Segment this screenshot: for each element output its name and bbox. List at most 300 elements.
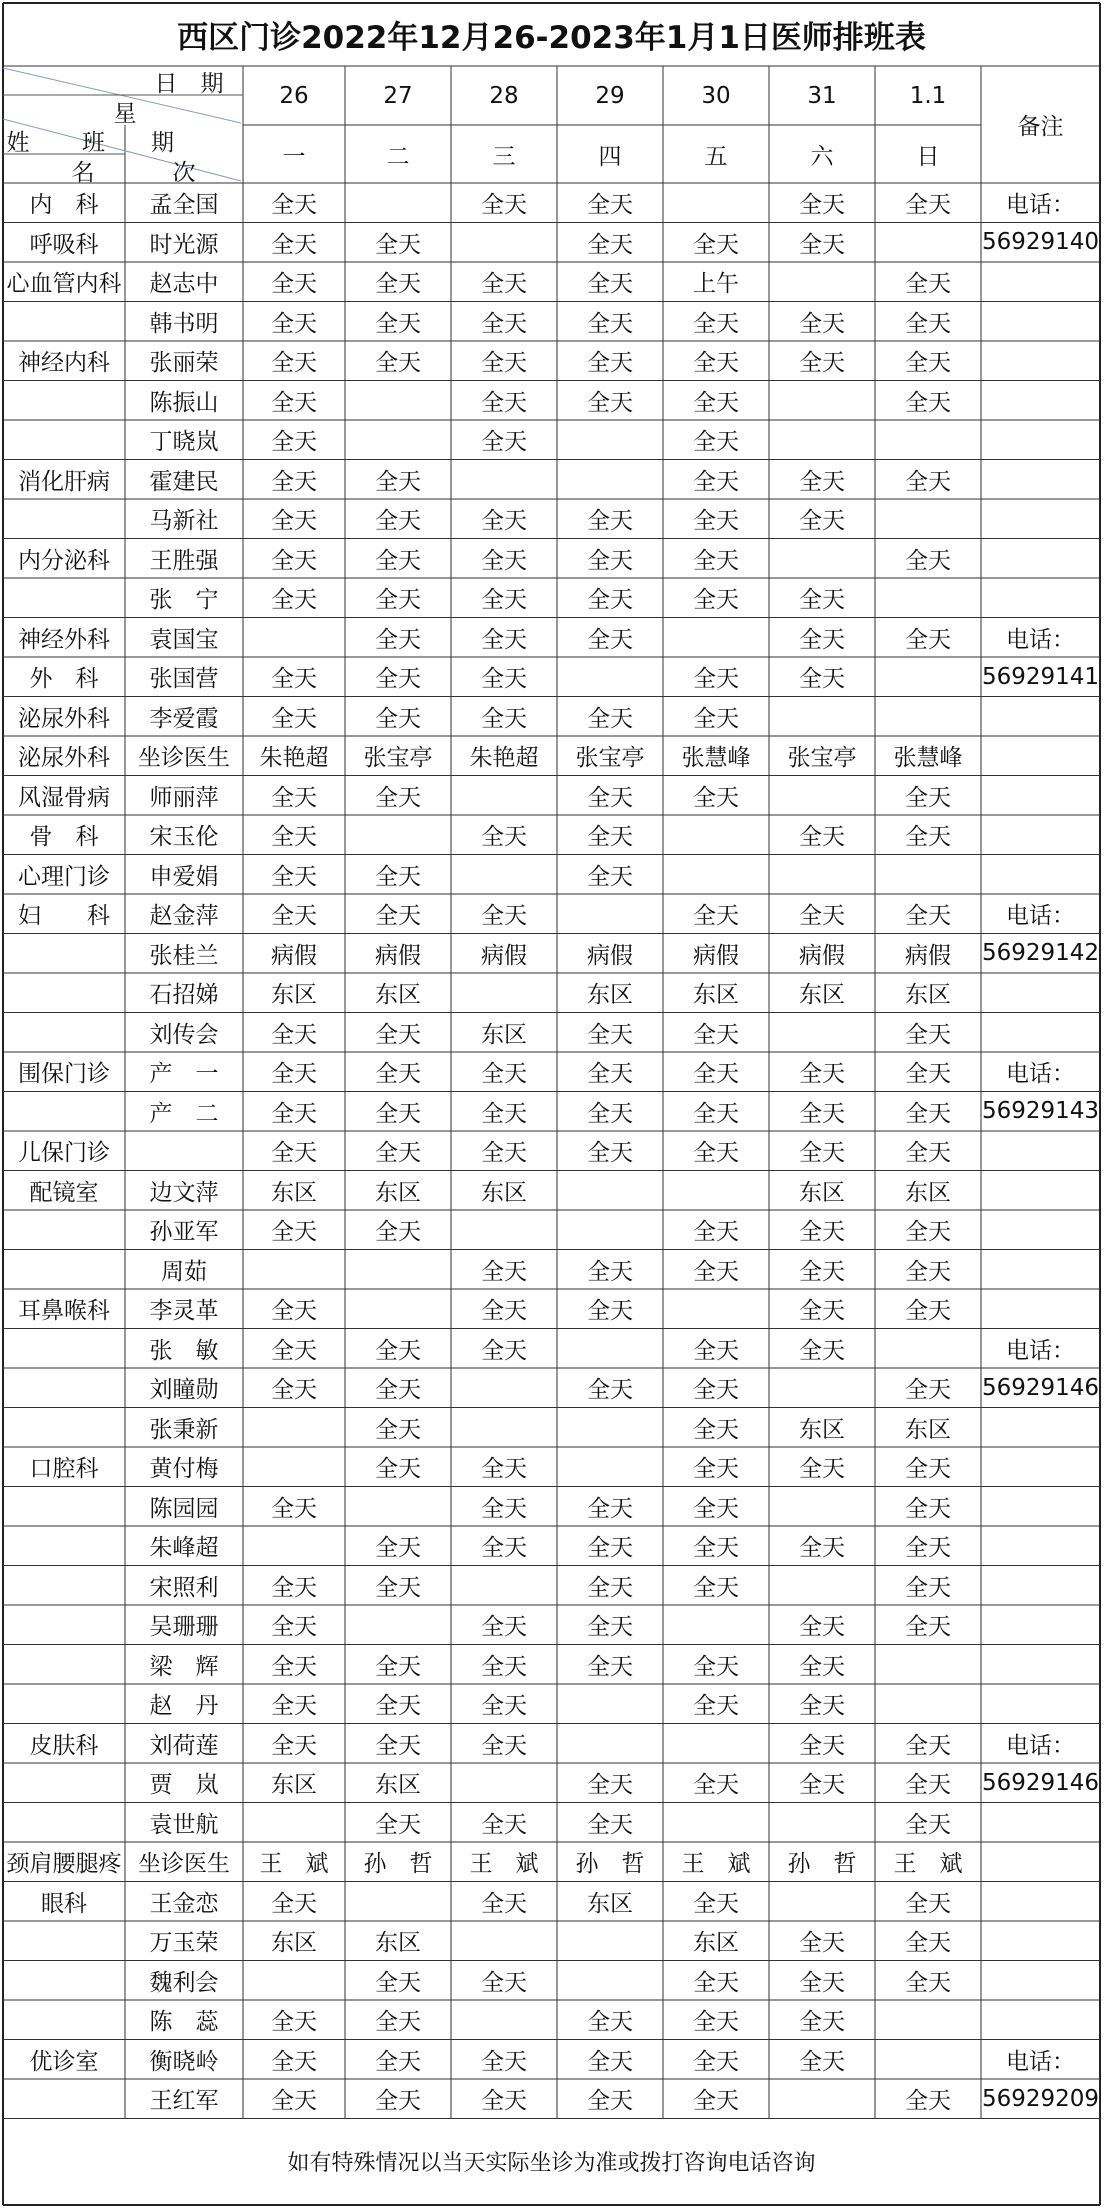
shift-cell xyxy=(557,1408,663,1448)
remark-cell xyxy=(981,262,1100,302)
shift-cell: 全天 xyxy=(271,1021,317,1048)
shift-cell: 全天 xyxy=(799,1930,845,1957)
shift-cell: 全天 xyxy=(481,903,527,930)
shift-cell: 全天 xyxy=(481,1456,527,1483)
shift-cell: 朱艳超 xyxy=(469,745,539,772)
shift-cell: 全天 xyxy=(693,784,739,811)
doctor-cell: 孟全国 xyxy=(149,192,219,219)
shift-cell xyxy=(451,776,557,816)
shift-cell: 全天 xyxy=(799,310,845,337)
shift-cell: 全天 xyxy=(587,1535,633,1562)
shift-cell: 全天 xyxy=(693,1416,739,1443)
doctor-cell: 申爱娟 xyxy=(149,863,219,890)
doctor-cell: 周茹 xyxy=(161,1258,207,1285)
shift-cell xyxy=(875,420,981,460)
department-cell xyxy=(3,578,125,618)
shift-cell xyxy=(875,1684,981,1724)
shift-cell: 全天 xyxy=(375,1653,421,1680)
remark-cell xyxy=(981,973,1100,1013)
shift-cell: 全天 xyxy=(481,508,527,535)
shift-cell: 全天 xyxy=(271,2048,317,2075)
shift-cell xyxy=(875,2000,981,2040)
shift-cell xyxy=(663,1605,769,1645)
remark-cell xyxy=(981,1842,1100,1882)
shift-cell: 全天 xyxy=(587,824,633,851)
shift-cell xyxy=(451,855,557,895)
shift-cell: 全天 xyxy=(905,2088,951,2115)
shift-cell: 张宝亭 xyxy=(575,745,645,772)
shift-cell: 东区 xyxy=(905,1416,951,1443)
shift-cell xyxy=(769,1368,875,1408)
shift-cell: 全天 xyxy=(375,1219,421,1246)
doctor-cell: 张丽荣 xyxy=(149,350,219,377)
shift-cell: 全天 xyxy=(905,1930,951,1957)
corner-label-shift-period: 班 期 xyxy=(82,129,174,155)
shift-cell: 全天 xyxy=(375,310,421,337)
shift-cell: 全天 xyxy=(375,1732,421,1759)
department-cell xyxy=(3,1092,125,1132)
remark-cell xyxy=(981,1921,1100,1961)
shift-cell: 全天 xyxy=(375,903,421,930)
shift-cell: 全天 xyxy=(481,1693,527,1720)
remark-cell xyxy=(981,578,1100,618)
doctor-cell: 陈园园 xyxy=(149,1495,219,1522)
shift-cell: 全天 xyxy=(693,547,739,574)
shift-cell: 全天 xyxy=(375,2009,421,2036)
shift-cell: 全天 xyxy=(481,310,527,337)
corner-label-name: 姓 xyxy=(6,129,30,155)
shift-cell: 全天 xyxy=(271,1653,317,1680)
shift-cell: 全天 xyxy=(271,1100,317,1127)
shift-cell: 全天 xyxy=(587,705,633,732)
shift-cell: 张宝亭 xyxy=(363,745,433,772)
shift-cell xyxy=(451,1763,557,1803)
doctor-cell: 师丽萍 xyxy=(149,784,219,811)
shift-cell xyxy=(451,2000,557,2040)
department-cell: 优诊室 xyxy=(29,2048,99,2075)
shift-cell: 全天 xyxy=(693,1574,739,1601)
shift-cell: 全天 xyxy=(799,587,845,614)
remark-cell xyxy=(981,1013,1100,1053)
weekday-header: 六 xyxy=(810,143,834,170)
shift-cell: 全天 xyxy=(693,389,739,416)
shift-cell: 全天 xyxy=(587,310,633,337)
shift-cell: 全天 xyxy=(799,824,845,851)
shift-cell: 全天 xyxy=(271,1890,317,1917)
shift-cell: 全天 xyxy=(693,587,739,614)
shift-cell: 东区 xyxy=(271,1179,317,1206)
remark-cell xyxy=(981,1210,1100,1250)
shift-cell: 全天 xyxy=(375,1377,421,1404)
shift-cell: 全天 xyxy=(799,626,845,653)
doctor-cell: 张桂兰 xyxy=(149,942,219,969)
shift-cell: 全天 xyxy=(271,271,317,298)
shift-cell: 全天 xyxy=(693,310,739,337)
date-header: 29 xyxy=(595,82,625,109)
doctor-cell: 产 二 xyxy=(149,1100,219,1127)
remark-cell xyxy=(981,776,1100,816)
shift-cell: 全天 xyxy=(905,389,951,416)
shift-cell: 全天 xyxy=(271,587,317,614)
remark-cell xyxy=(981,1526,1100,1566)
department-cell xyxy=(3,1013,125,1053)
shift-cell: 全天 xyxy=(587,863,633,890)
doctor-cell: 边文萍 xyxy=(149,1179,219,1206)
shift-cell: 全天 xyxy=(375,350,421,377)
remark-cell xyxy=(981,302,1100,342)
department-cell: 呼吸科 xyxy=(29,231,99,258)
shift-cell: 全天 xyxy=(693,1061,739,1088)
remark-cell xyxy=(981,1250,1100,1290)
shift-cell: 全天 xyxy=(587,1811,633,1838)
shift-cell xyxy=(663,1724,769,1764)
shift-cell xyxy=(875,697,981,737)
shift-cell xyxy=(557,1921,663,1961)
shift-cell: 病假 xyxy=(799,942,845,969)
department-cell xyxy=(3,381,125,421)
department-cell xyxy=(3,1487,125,1527)
shift-cell: 全天 xyxy=(375,2088,421,2115)
remark-cell xyxy=(981,1131,1100,1171)
shift-cell: 全天 xyxy=(271,1693,317,1720)
shift-cell: 全天 xyxy=(905,310,951,337)
shift-cell: 全天 xyxy=(587,1377,633,1404)
remark-cell xyxy=(981,420,1100,460)
shift-cell: 王 斌 xyxy=(893,1851,963,1878)
shift-cell xyxy=(875,1645,981,1685)
shift-cell: 全天 xyxy=(905,192,951,219)
shift-cell: 全天 xyxy=(905,1535,951,1562)
doctor-cell: 万玉荣 xyxy=(149,1930,219,1957)
shift-cell: 全天 xyxy=(375,1100,421,1127)
shift-cell: 全天 xyxy=(587,1772,633,1799)
department-cell xyxy=(3,1803,125,1843)
shift-cell: 全天 xyxy=(905,1456,951,1483)
shift-cell xyxy=(769,539,875,579)
shift-cell: 病假 xyxy=(271,942,317,969)
department-cell xyxy=(3,1210,125,1250)
doctor-cell: 石招娣 xyxy=(149,982,219,1009)
shift-cell: 全天 xyxy=(799,1298,845,1325)
shift-cell: 全天 xyxy=(481,1100,527,1127)
department-cell xyxy=(3,973,125,1013)
remark-cell: 电话： xyxy=(1006,1061,1075,1088)
shift-cell xyxy=(769,381,875,421)
shift-cell xyxy=(557,1961,663,2001)
shift-cell: 全天 xyxy=(905,824,951,851)
shift-cell: 全天 xyxy=(271,1337,317,1364)
shift-cell: 全天 xyxy=(587,547,633,574)
department-cell xyxy=(3,1684,125,1724)
shift-cell: 全天 xyxy=(481,1258,527,1285)
doctor-cell: 王金恋 xyxy=(149,1890,219,1917)
remark-cell xyxy=(981,1289,1100,1329)
shift-cell: 东区 xyxy=(271,1772,317,1799)
shift-cell: 全天 xyxy=(905,1061,951,1088)
shift-cell: 全天 xyxy=(799,1653,845,1680)
shift-cell: 全天 xyxy=(693,1100,739,1127)
doctor-cell: 宋玉伦 xyxy=(149,824,219,851)
shift-cell: 全天 xyxy=(587,1298,633,1325)
shift-cell: 朱艳超 xyxy=(259,745,329,772)
corner-label-name2: 名 xyxy=(71,159,95,185)
shift-cell: 全天 xyxy=(587,587,633,614)
shift-cell: 全天 xyxy=(481,271,527,298)
remark-cell xyxy=(981,1605,1100,1645)
shift-cell xyxy=(345,1605,451,1645)
shift-cell: 全天 xyxy=(905,468,951,495)
shift-cell: 上午 xyxy=(693,271,739,298)
shift-cell: 全天 xyxy=(799,508,845,535)
shift-cell: 全天 xyxy=(799,1061,845,1088)
shift-cell: 全天 xyxy=(271,705,317,732)
remark-cell xyxy=(981,1487,1100,1527)
shift-cell: 全天 xyxy=(271,1495,317,1522)
shift-cell: 全天 xyxy=(905,1969,951,1996)
department-cell xyxy=(3,1566,125,1606)
doctor-cell xyxy=(125,1131,243,1171)
doctor-cell: 孙亚军 xyxy=(149,1219,219,1246)
shift-cell: 全天 xyxy=(799,1772,845,1799)
shift-cell: 全天 xyxy=(375,587,421,614)
shift-cell: 全天 xyxy=(587,350,633,377)
shift-cell: 东区 xyxy=(375,982,421,1009)
shift-cell: 全天 xyxy=(693,1140,739,1167)
shift-cell xyxy=(451,973,557,1013)
doctor-cell: 张 宁 xyxy=(149,587,219,614)
shift-cell: 全天 xyxy=(587,1140,633,1167)
shift-cell: 全天 xyxy=(271,1732,317,1759)
shift-cell: 全天 xyxy=(481,666,527,693)
shift-cell: 全天 xyxy=(271,824,317,851)
shift-cell: 全天 xyxy=(375,231,421,258)
shift-cell: 张慧峰 xyxy=(893,745,963,772)
shift-cell: 全天 xyxy=(799,2009,845,2036)
department-cell: 围保门诊 xyxy=(18,1061,110,1088)
shift-cell: 全天 xyxy=(905,903,951,930)
shift-cell: 全天 xyxy=(271,2088,317,2115)
shift-cell xyxy=(345,815,451,855)
doctor-cell: 吴珊珊 xyxy=(149,1614,219,1641)
shift-cell: 全天 xyxy=(693,1021,739,1048)
shift-cell: 全天 xyxy=(799,1456,845,1483)
shift-cell: 全天 xyxy=(375,547,421,574)
shift-cell: 全天 xyxy=(481,1732,527,1759)
shift-cell xyxy=(345,1289,451,1329)
shift-cell: 全天 xyxy=(799,1140,845,1167)
shift-cell: 东区 xyxy=(799,1179,845,1206)
doctor-cell: 李爱霞 xyxy=(149,705,219,732)
weekday-header: 三 xyxy=(492,143,516,170)
shift-cell xyxy=(769,262,875,302)
doctor-cell: 时光源 xyxy=(149,231,219,258)
shift-cell: 东区 xyxy=(481,1021,527,1048)
remark-cell xyxy=(981,2000,1100,2040)
page-title: 西区门诊2022年12月26-2023年1月1日医师排班表 xyxy=(177,20,926,56)
department-cell: 风湿骨病 xyxy=(18,784,110,811)
department-cell: 外 科 xyxy=(29,666,99,693)
shift-cell xyxy=(769,1803,875,1843)
remark-cell xyxy=(981,381,1100,421)
shift-cell: 孙 哲 xyxy=(787,1851,857,1878)
shift-cell: 孙 哲 xyxy=(575,1851,645,1878)
shift-cell xyxy=(663,183,769,223)
shift-cell: 全天 xyxy=(271,1298,317,1325)
shift-cell xyxy=(875,1329,981,1369)
shift-cell: 全天 xyxy=(693,231,739,258)
shift-cell xyxy=(557,1329,663,1369)
remark-cell: 56929141 xyxy=(981,663,1100,690)
department-cell: 神经外科 xyxy=(18,626,110,653)
shift-cell: 全天 xyxy=(587,389,633,416)
shift-cell: 东区 xyxy=(693,1930,739,1957)
shift-cell: 全天 xyxy=(481,389,527,416)
shift-cell: 全天 xyxy=(481,1298,527,1325)
shift-cell: 全天 xyxy=(271,666,317,693)
department-cell: 儿保门诊 xyxy=(18,1140,110,1167)
shift-cell: 东区 xyxy=(799,982,845,1009)
department-cell: 妇 科 xyxy=(18,903,110,930)
shift-cell: 全天 xyxy=(799,2048,845,2075)
department-cell xyxy=(3,1605,125,1645)
department-cell xyxy=(3,1250,125,1290)
shift-cell xyxy=(451,223,557,263)
shift-cell: 全天 xyxy=(375,468,421,495)
doctor-cell: 刘传会 xyxy=(149,1021,219,1048)
remark-cell xyxy=(981,1645,1100,1685)
shift-cell: 全天 xyxy=(905,350,951,377)
department-cell xyxy=(3,420,125,460)
shift-cell: 全天 xyxy=(375,666,421,693)
shift-cell: 全天 xyxy=(905,1377,951,1404)
shift-cell xyxy=(345,1882,451,1922)
shift-cell: 全天 xyxy=(481,587,527,614)
department-cell: 消化肝病 xyxy=(18,468,110,495)
shift-cell xyxy=(875,223,981,263)
doctor-cell: 王胜强 xyxy=(149,547,219,574)
doctor-cell: 赵金萍 xyxy=(149,903,219,930)
shift-cell: 全天 xyxy=(271,468,317,495)
shift-cell: 全天 xyxy=(587,626,633,653)
shift-cell: 全天 xyxy=(693,1337,739,1364)
remark-cell xyxy=(981,1961,1100,2001)
shift-cell xyxy=(875,657,981,697)
shift-cell: 全天 xyxy=(905,1258,951,1285)
shift-cell: 全天 xyxy=(693,468,739,495)
remark-cell xyxy=(981,1684,1100,1724)
shift-cell: 全天 xyxy=(693,1653,739,1680)
shift-cell: 全天 xyxy=(481,1811,527,1838)
shift-cell: 全天 xyxy=(271,547,317,574)
shift-cell: 全天 xyxy=(481,626,527,653)
shift-cell: 全天 xyxy=(375,2048,421,2075)
department-cell xyxy=(3,2000,125,2040)
remark-cell xyxy=(981,697,1100,737)
shift-cell xyxy=(243,1526,345,1566)
shift-cell: 全天 xyxy=(905,1219,951,1246)
department-cell: 心血管内科 xyxy=(6,271,122,298)
shift-cell: 全天 xyxy=(587,1061,633,1088)
shift-cell xyxy=(451,1368,557,1408)
shift-cell xyxy=(769,2079,875,2119)
shift-cell: 全天 xyxy=(481,2088,527,2115)
shift-cell xyxy=(557,420,663,460)
shift-cell: 全天 xyxy=(799,1693,845,1720)
doctor-cell: 张 敏 xyxy=(149,1337,219,1364)
shift-cell xyxy=(557,1724,663,1764)
shift-cell: 全天 xyxy=(799,1337,845,1364)
weekday-header: 五 xyxy=(704,143,728,170)
shift-cell: 东区 xyxy=(271,982,317,1009)
weekday-header: 二 xyxy=(386,143,410,170)
shift-cell: 全天 xyxy=(693,508,739,535)
remark-cell xyxy=(981,855,1100,895)
shift-cell: 全天 xyxy=(481,705,527,732)
shift-cell xyxy=(557,894,663,934)
department-cell: 口腔科 xyxy=(29,1456,99,1483)
shift-cell: 全天 xyxy=(693,1693,739,1720)
shift-cell xyxy=(243,1961,345,2001)
remark-cell: 电话： xyxy=(1006,2048,1075,2075)
shift-cell xyxy=(663,855,769,895)
shift-cell: 全天 xyxy=(693,2088,739,2115)
shift-cell xyxy=(243,618,345,658)
shift-cell: 全天 xyxy=(587,271,633,298)
doctor-cell: 王红军 xyxy=(149,2088,219,2115)
doctor-cell: 赵志中 xyxy=(149,271,219,298)
shift-cell: 全天 xyxy=(693,2048,739,2075)
shift-cell: 全天 xyxy=(799,1614,845,1641)
shift-cell: 东区 xyxy=(587,1890,633,1917)
shift-cell: 全天 xyxy=(905,1614,951,1641)
shift-cell xyxy=(345,183,451,223)
shift-cell: 全天 xyxy=(693,903,739,930)
remark-cell xyxy=(981,460,1100,500)
shift-cell: 全天 xyxy=(375,863,421,890)
shift-cell xyxy=(243,1447,345,1487)
shift-cell xyxy=(663,815,769,855)
shift-cell: 全天 xyxy=(587,1100,633,1127)
shift-cell: 全天 xyxy=(271,1061,317,1088)
doctor-cell: 霍建民 xyxy=(149,468,219,495)
shift-cell: 全天 xyxy=(799,1535,845,1562)
shift-cell: 全天 xyxy=(375,1456,421,1483)
shift-cell: 全天 xyxy=(905,547,951,574)
shift-cell xyxy=(451,1921,557,1961)
weekday-header: 日 xyxy=(916,143,940,170)
shift-cell: 全天 xyxy=(481,1495,527,1522)
shift-cell: 东区 xyxy=(905,1179,951,1206)
shift-cell: 全天 xyxy=(905,626,951,653)
shift-cell: 全天 xyxy=(587,2048,633,2075)
shift-cell: 东区 xyxy=(375,1930,421,1957)
department-cell: 耳鼻喉科 xyxy=(18,1298,110,1325)
shift-cell xyxy=(243,1408,345,1448)
shift-cell: 全天 xyxy=(587,2088,633,2115)
doctor-cell: 刘瞳勋 xyxy=(149,1377,219,1404)
shift-cell: 全天 xyxy=(481,1614,527,1641)
doctor-cell: 袁国宝 xyxy=(149,626,219,653)
shift-cell: 王 斌 xyxy=(259,1851,329,1878)
department-cell xyxy=(3,1921,125,1961)
remark-cell xyxy=(981,736,1100,776)
department-cell: 神经内科 xyxy=(18,350,110,377)
shift-cell xyxy=(243,1803,345,1843)
shift-cell xyxy=(345,1250,451,1290)
shift-cell: 全天 xyxy=(271,863,317,890)
doctor-cell: 坐诊医生 xyxy=(138,1851,230,1878)
department-cell xyxy=(3,499,125,539)
